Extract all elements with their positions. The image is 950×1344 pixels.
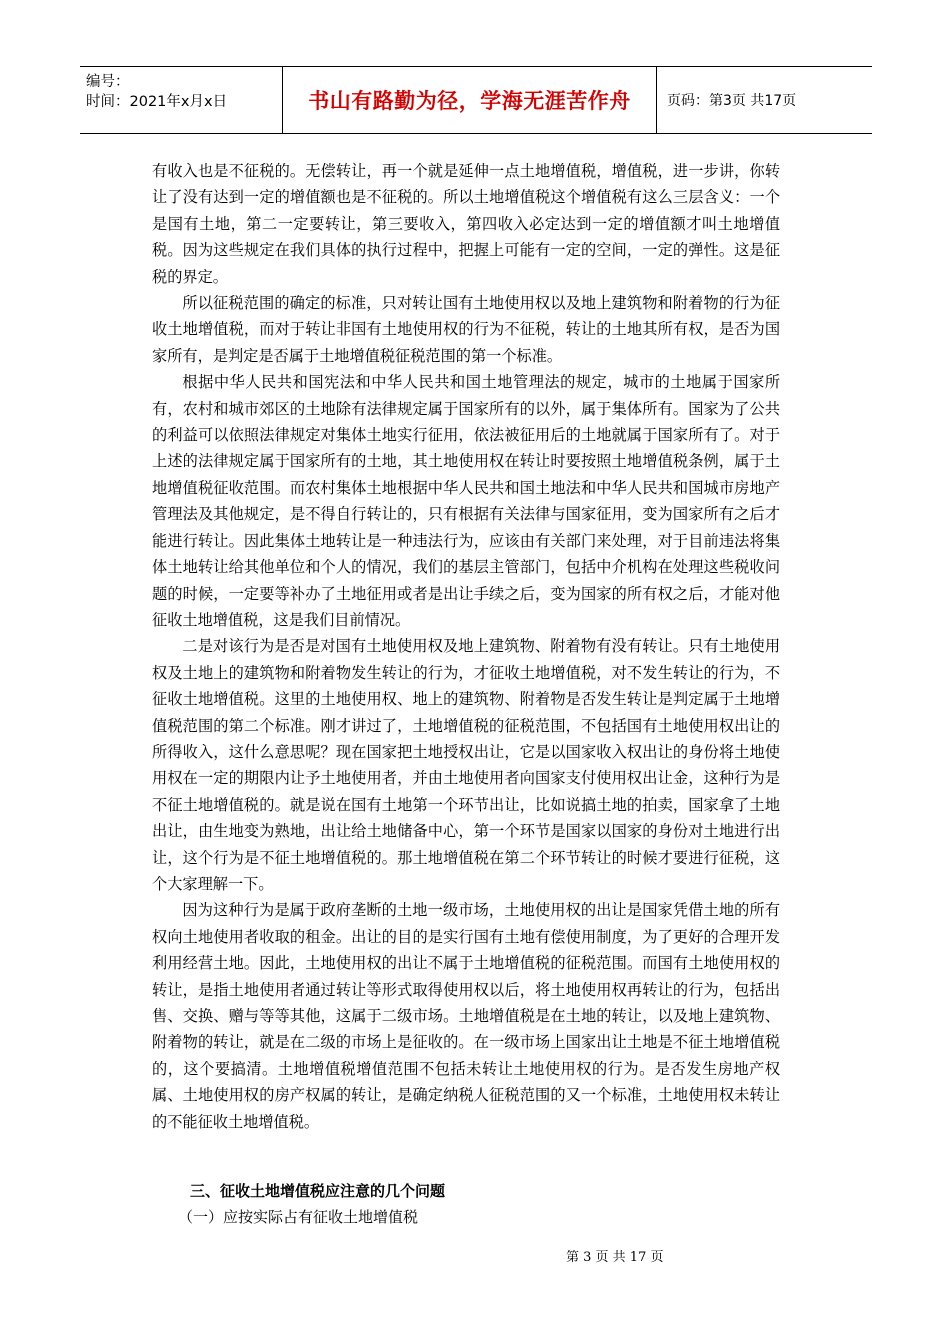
- header-motto: 书山有路勤为径，学海无涯苦作舟: [283, 67, 657, 133]
- document-body: [152, 158, 780, 1135]
- paragraph-2: 所以征税范围的确定的标准，只对转让国有土地使用权以及地上建筑物和附着物的行为征收土地增值税，而对于转让非国有土地使用权的行为不征税，转让的土地其所有权，是否为国家所有，是判定是否属于土地增值税征税范围的第一个标准。: [152, 294, 780, 365]
- header-page-info: 页码：第3页 共17页: [667, 93, 797, 109]
- paragraph-4: 二是对该行为是否是对国有土地使用权及地上建筑物、附着物有没有转让。只有土地使用权及土地上的建筑物和附着物发生转让的行为，才征收土地增值税，对不发生转让的行为，不征收土地增值税。这里的土地使用权、地上的建筑物、附着物是否发生转让是判定属于土地增值税范围的第二个标准。刚才讲过了，土地增值税的征税范围，不包括国有土地使用权出让的所得收入，这什么意思呢？现在国家把土地授权出让，它是以国家收入权出让的身份将土地使用权在一定的期限内让予土地使用者，并由土地使用者向国家支付使用权出让金，这种行为是不征土地增值税的。就是说在国有土地第一个环节出让，比如说搞土地的拍卖，国家拿了土地出让，由生地变为熟地，出让给土地储备中心，第一个环节是国家以国家的身份对土地进行出让，这个行为是不征土地增值税的。那土地增值税在第二个环节转让的时候才要进行征税，这个大家理解一下。: [152, 637, 780, 893]
- page-header: [80, 66, 872, 134]
- page-footer: 第 3 页 共 17 页: [566, 1250, 664, 1265]
- paragraph-3: 根据中华人民共和国宪法和中华人民共和国土地管理法的规定，城市的土地属于国家所有，农村和城市郊区的土地除有法律规定属于国家所有的以外，属于集体所有。国家为了公共的利益可以依照法律规定对集体土地实行征用，依法被征用后的土地就属于国家所有了。对于上述的法律规定属于国家所有的土地，其土地使用权在转让时要按照土地增值税条例，属于土地增值税征收范围。而农村集体土地根据中华人民共和国土地法和中华人民共和国城市房地产管理法及其他规定，是不得自行转让的，只有根据有关法律与国家征用，变为国家所有之后才能进行转让。因此集体土地转让是一种违法行为，应该由有关部门来处理，对于目前违法将集体土地转让给其他单位和个人的情况，我们的基层主管部门，包括中介机构在处理这些税收问题的时候，一定要等补办了土地征用或者是出让手续之后，变为国家的所有权之后，才能对他征收土地增值税，这是我们目前情况。: [152, 373, 780, 629]
- paragraph-5: 因为这种行为是属于政府垄断的土地一级市场，土地使用权的出让是国家凭借土地的所有权向土地使用者收取的租金。出让的目的是实行国有土地有偿使用制度，为了更好的合理开发利用经营土地。因此，土地使用权的出让不属于土地增值税的征税范围。而国有土地使用权的转让，是指土地使用者通过转让等形式取得使用权以后，将土地使用权再转让的行为，包括出售、交换、赠与等等其他，这属于二级市场。土地增值税是在土地的转让，以及地上建筑物、附着物的转让，就是在二级的市场上是征收的。在一级市场上国家出让土地是不征土地增值税的，这个要搞清。土地增值税增值范围不包括未转让土地使用权的行为。是否发生房地产权属、土地使用权的房产权属的转让，是确定纳税人征税范围的又一个标准，土地使用权未转让的不能征收土地增值税。: [152, 901, 780, 1131]
- document-date: 时间：2021年x月x日: [86, 94, 228, 110]
- subsection-heading: （一）应按实际占有征收土地增值税: [178, 1208, 419, 1226]
- section-heading: 三、征收土地增值税应注意的几个问题: [190, 1182, 446, 1200]
- document-code-label: 编号：: [86, 74, 130, 90]
- header-meta: [80, 67, 283, 133]
- paragraph-1: 有收入也是不征税的。无偿转让，再一个就是延伸一点土地增值税，增值税，进一步讲，你转让了没有达到一定的增值额也是不征税的。所以土地增值税这个增值税有这么三层含义：一个是国有土地，第二一定要转让，第三要收入，第四收入必定达到一定的增值额才叫土地增值税。因为这些规定在我们具体的执行过程中，把握上可能有一定的空间，一定的弹性。这是征税的界定。: [152, 162, 780, 286]
